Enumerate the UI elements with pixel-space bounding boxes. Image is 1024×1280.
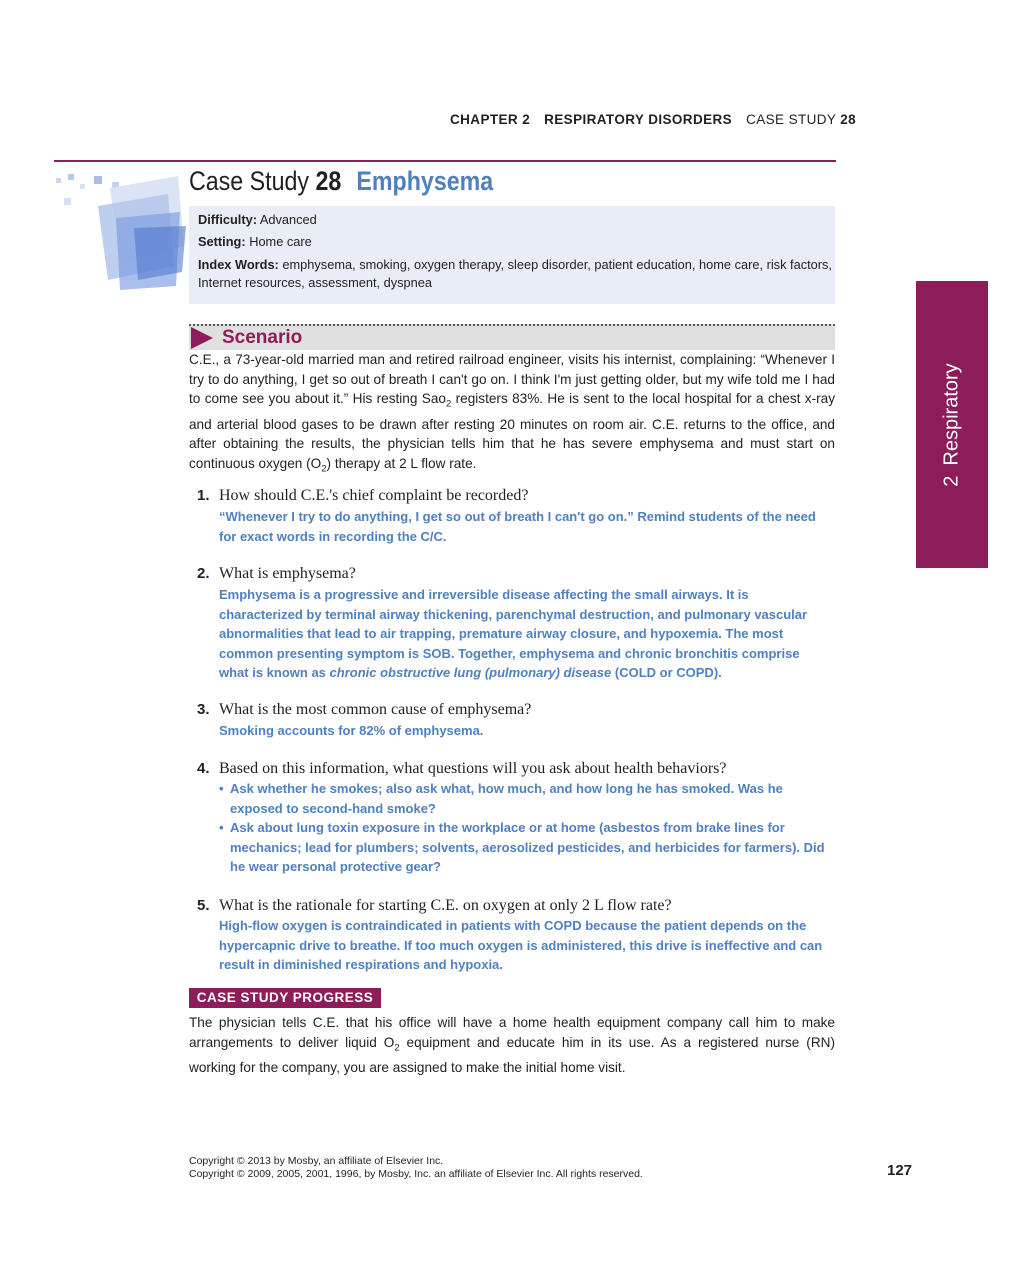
copyright-footer bbox=[189, 1155, 643, 1181]
page-title bbox=[189, 166, 493, 197]
case-label: CASE STUDY bbox=[746, 112, 837, 127]
index-words-label: Index Words: bbox=[198, 257, 279, 272]
index-words-value-2: Internet resources, assessment, dyspnea bbox=[198, 275, 433, 290]
scenario-heading: Scenario bbox=[222, 327, 303, 348]
question-number: 4. bbox=[197, 760, 210, 777]
title-number: 28 bbox=[315, 166, 342, 196]
question-number: 2. bbox=[197, 565, 210, 582]
copyright-line-2: Copyright © 2009, 2005, 2001, 1996, by Mosby, Inc. an affiliate of Elsevier Inc. All rights reserved. bbox=[189, 1168, 643, 1180]
index-words-line-2 bbox=[198, 273, 432, 292]
scenario-sub-2: 2 bbox=[321, 463, 327, 475]
answer-italic-term: chronic obstructive lung (pulmonary) disease bbox=[329, 665, 612, 680]
scenario-arrow-icon bbox=[191, 327, 213, 349]
case-info-box bbox=[189, 206, 835, 304]
case-number: 28 bbox=[840, 112, 857, 127]
question-5 bbox=[197, 896, 837, 916]
progress-text-1: The physician tells C.E. that his office will have a home health equipment company call him to make arrangements to deliver liquid O bbox=[189, 1015, 835, 1050]
side-tab-text: Respiratory bbox=[940, 362, 963, 466]
question-text: What is the rationale for starting C.E. on oxygen at only 2 L flow rate? bbox=[219, 897, 672, 914]
answer-bullet: • Ask whether he smokes; also ask what, how much, and how long he has smoked. Was he exposed to second-hand smoke? bbox=[219, 779, 831, 818]
progress-sub: 2 bbox=[394, 1042, 400, 1054]
header-rule bbox=[54, 160, 836, 162]
running-head bbox=[450, 112, 856, 127]
question-number: 5. bbox=[197, 897, 210, 914]
difficulty-label: Difficulty: bbox=[198, 212, 258, 227]
difficulty-value: Advanced bbox=[259, 212, 317, 227]
scenario-paragraph bbox=[189, 350, 835, 479]
progress-paragraph bbox=[189, 1013, 835, 1078]
scenario-sub-1: 2 bbox=[445, 398, 452, 410]
answer-bullet: • Ask about lung toxin exposure in the workplace or at home (asbestos from brake lines for mechanics; lead for plumbers; solvents, aerosolized pesticides, and herbicides for farmers). Did he wear personal protective gear? bbox=[219, 818, 831, 877]
question-2 bbox=[197, 564, 837, 584]
chapter-side-tab bbox=[916, 281, 988, 568]
difficulty-line bbox=[198, 210, 317, 229]
chapter-label: CHAPTER 2 bbox=[450, 112, 531, 127]
side-tab-number: 2 bbox=[940, 475, 963, 487]
index-words-value: emphysema, smoking, oxygen therapy, sleep disorder, patient education, home care, risk factors, bbox=[282, 257, 832, 272]
scenario-text-2: registers 83%. He is sent to the local hospital for a chest x-ray and arterial blood gases to be drawn after resting 20 minutes on room air. C.E. returns to the office, and after obtaining the results, the physician tells him that he has severe emphysema and must start on continuous oxygen (O bbox=[189, 391, 835, 471]
title-prefix: Case Study bbox=[189, 166, 310, 196]
setting-value: Home care bbox=[249, 234, 312, 249]
answer-2 bbox=[219, 585, 831, 683]
answer-3: Smoking accounts for 82% of emphysema. bbox=[219, 723, 484, 738]
scenario-text-1: C.E., a 73-year-old married man and retired railroad engineer, visits his internist, complaining: “Whenever I try to do anything, I get so out of breath I can't go on. I think I'm just getting older, but my wife told me I had to come see you about it.” His resting Sao bbox=[189, 352, 835, 407]
scenario-text-3: ) therapy at 2 L flow rate. bbox=[326, 455, 477, 471]
question-number: 3. bbox=[197, 701, 210, 718]
question-text: What is emphysema? bbox=[219, 565, 356, 582]
page-number: 127 bbox=[887, 1162, 913, 1179]
progress-text-2: equipment and educate him in its use. As a registered nurse (RN) working for the company, you are assigned to make the initial home visit. bbox=[189, 1034, 835, 1075]
case-study-progress-heading: CASE STUDY PROGRESS bbox=[189, 988, 381, 1008]
question-4 bbox=[197, 759, 837, 779]
decorative-graphic bbox=[50, 168, 190, 298]
question-text: How should C.E.'s chief complaint be recorded? bbox=[219, 487, 529, 504]
answer-5: High-flow oxygen is contraindicated in patients with COPD because the patient depends on the hypercapnic drive to breathe. If too much oxygen is administered, this drive is ineffective and can result in diminished respirations and hypoxia. bbox=[219, 918, 823, 972]
question-1 bbox=[197, 486, 837, 506]
question-number: 1. bbox=[197, 487, 210, 504]
question-3 bbox=[197, 700, 837, 720]
answer-text: Emphysema is a progressive and irreversible disease affecting the small airways. It is characterized by terminal airway thickening, parenchymal destruction, and pulmonary vascular abnormalities that lead to air trapping, premature airway closure, and hypoxemia. The most common presenting symptom is SOB. Together, emphysema and chronic bronchitis comprise what is known as bbox=[219, 587, 808, 680]
answer-4 bbox=[219, 779, 831, 877]
answer-text-end: (COLD or COPD). bbox=[611, 665, 722, 680]
side-tab-label bbox=[941, 363, 964, 486]
setting-label: Setting: bbox=[198, 234, 246, 249]
title-topic: Emphysema bbox=[356, 166, 494, 196]
copyright-line-1: Copyright © 2013 by Mosby, an affiliate of Elsevier Inc. bbox=[189, 1155, 444, 1167]
answer-1: “Whenever I try to do anything, I get so out of breath I can't go on.” Remind students of the need for exact words in recording the C/C. bbox=[219, 509, 816, 544]
question-text: What is the most common cause of emphysema? bbox=[219, 701, 532, 718]
question-text: Based on this information, what questions will you ask about health behaviors? bbox=[219, 760, 727, 777]
part-label: RESPIRATORY DISORDERS bbox=[544, 112, 733, 127]
setting-line bbox=[198, 232, 312, 251]
index-words-line bbox=[198, 255, 832, 274]
